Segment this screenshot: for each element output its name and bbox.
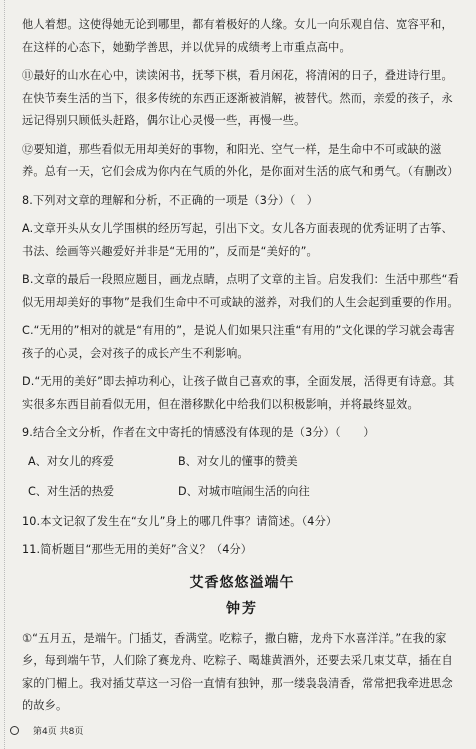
binding-hole-icon — [10, 726, 19, 735]
paragraph-12: ⑫要知道，那些看似无用却美好的事物，和阳光、空气一样，是生命中不可或缺的滋养。总有一天，它们会成为你内在气质的外化，是你面对生活的底气和勇气。（有删改） — [22, 142, 459, 178]
question-8-option-b: B.文章的最后一段照应题目，画龙点睛，点明了文章的主旨。启发我们：生活中那些“看似无用却美好的事物”是我们生命中不可或缺的滋养，对我们的人生会起到重要的作用。 — [22, 273, 459, 309]
paragraph-continued: 他人着想。这使得她无论到哪里，都有着极好的人缘。女儿一向乐观自信、宽容平和，在这样的心态下，她勤学善思，并以优异的成绩考上市重点高中。 — [22, 18, 453, 54]
question-10: 10.本文记叙了发生在“女儿”身上的哪几件事？请简述。（4分） — [22, 514, 338, 528]
question-9-option-b: B、对女儿的懂事的赞美 — [178, 454, 298, 468]
article-author: 钟芳 — [226, 600, 258, 617]
question-8-option-a: A.文章开头从女儿学围棋的经历写起，引出下文。女儿各方面表现的优秀证明了古筝、书法、绘画等兴趣爱好并非是“无用的”，反而是“美好的”。 — [22, 222, 453, 258]
question-11: 11.简析题目“那些无用的美好”含义？（4分） — [22, 543, 253, 556]
page-number: 第4页 共8页 — [33, 727, 84, 737]
binding-margin — [4, 0, 9, 749]
question-9-options-row-1 — [22, 451, 462, 473]
question-9-option-c: C、对生活的热爱 — [28, 484, 115, 498]
article-paragraph-1: ①“五月五，是端午。门插艾，香满堂。吃粽子，撒白糖，龙舟下水喜洋洋。”在我的家乡，每到端午节，人们除了赛龙舟、吃粽子、喝雄黄酒外，还要去采几束艾草，插在自家的门楣上。我对插艾草这一习俗一直情有独钟，那一缕袅袅清香，常常把我牵进思念的故乡。 — [22, 631, 453, 712]
page-footer — [10, 724, 83, 737]
question-9-stem: 9.结合全文分析，作者在文中寄托的情感没有体现的是（3分）（ ） — [22, 426, 375, 439]
question-9-option-d: D、对城市喧闹生活的向往 — [178, 484, 310, 498]
question-8-option-d: D.“无用的美好”即去掉功利心，让孩子做自己喜欢的事，全面发展，活得更有诗意。其实很多东西目前看似无用，但在潜移默化中给我们以积极影响，并将最终显效。 — [22, 375, 455, 411]
question-8-option-c: C.“无用的”相对的就是“有用的”，是说人们如果只注重“有用的”文化课的学习就会毒害孩子的心灵，会对孩子的成长产生不利影响。 — [22, 324, 455, 360]
article-title: 艾香悠悠溢端午 — [189, 574, 295, 591]
question-9-option-a: A、对女儿的疼爱 — [28, 454, 114, 468]
paragraph-11: ⑪最好的山水在心中，读读闲书，抚琴下棋，看月闲花，将清闲的日子，叠进诗行里。在快节奏生活的当下，很多传统的东西正逐渐被消解，被替代。然而，亲爱的孩子，永远记得别只顾低头赶路，偶尔让心灵慢一些，再慢一些。 — [22, 69, 453, 127]
question-9-options-row-2 — [22, 481, 462, 503]
question-8-stem: 8.下列对文章的理解和分析，不正确的一项是（3分）（ ） — [22, 193, 319, 207]
